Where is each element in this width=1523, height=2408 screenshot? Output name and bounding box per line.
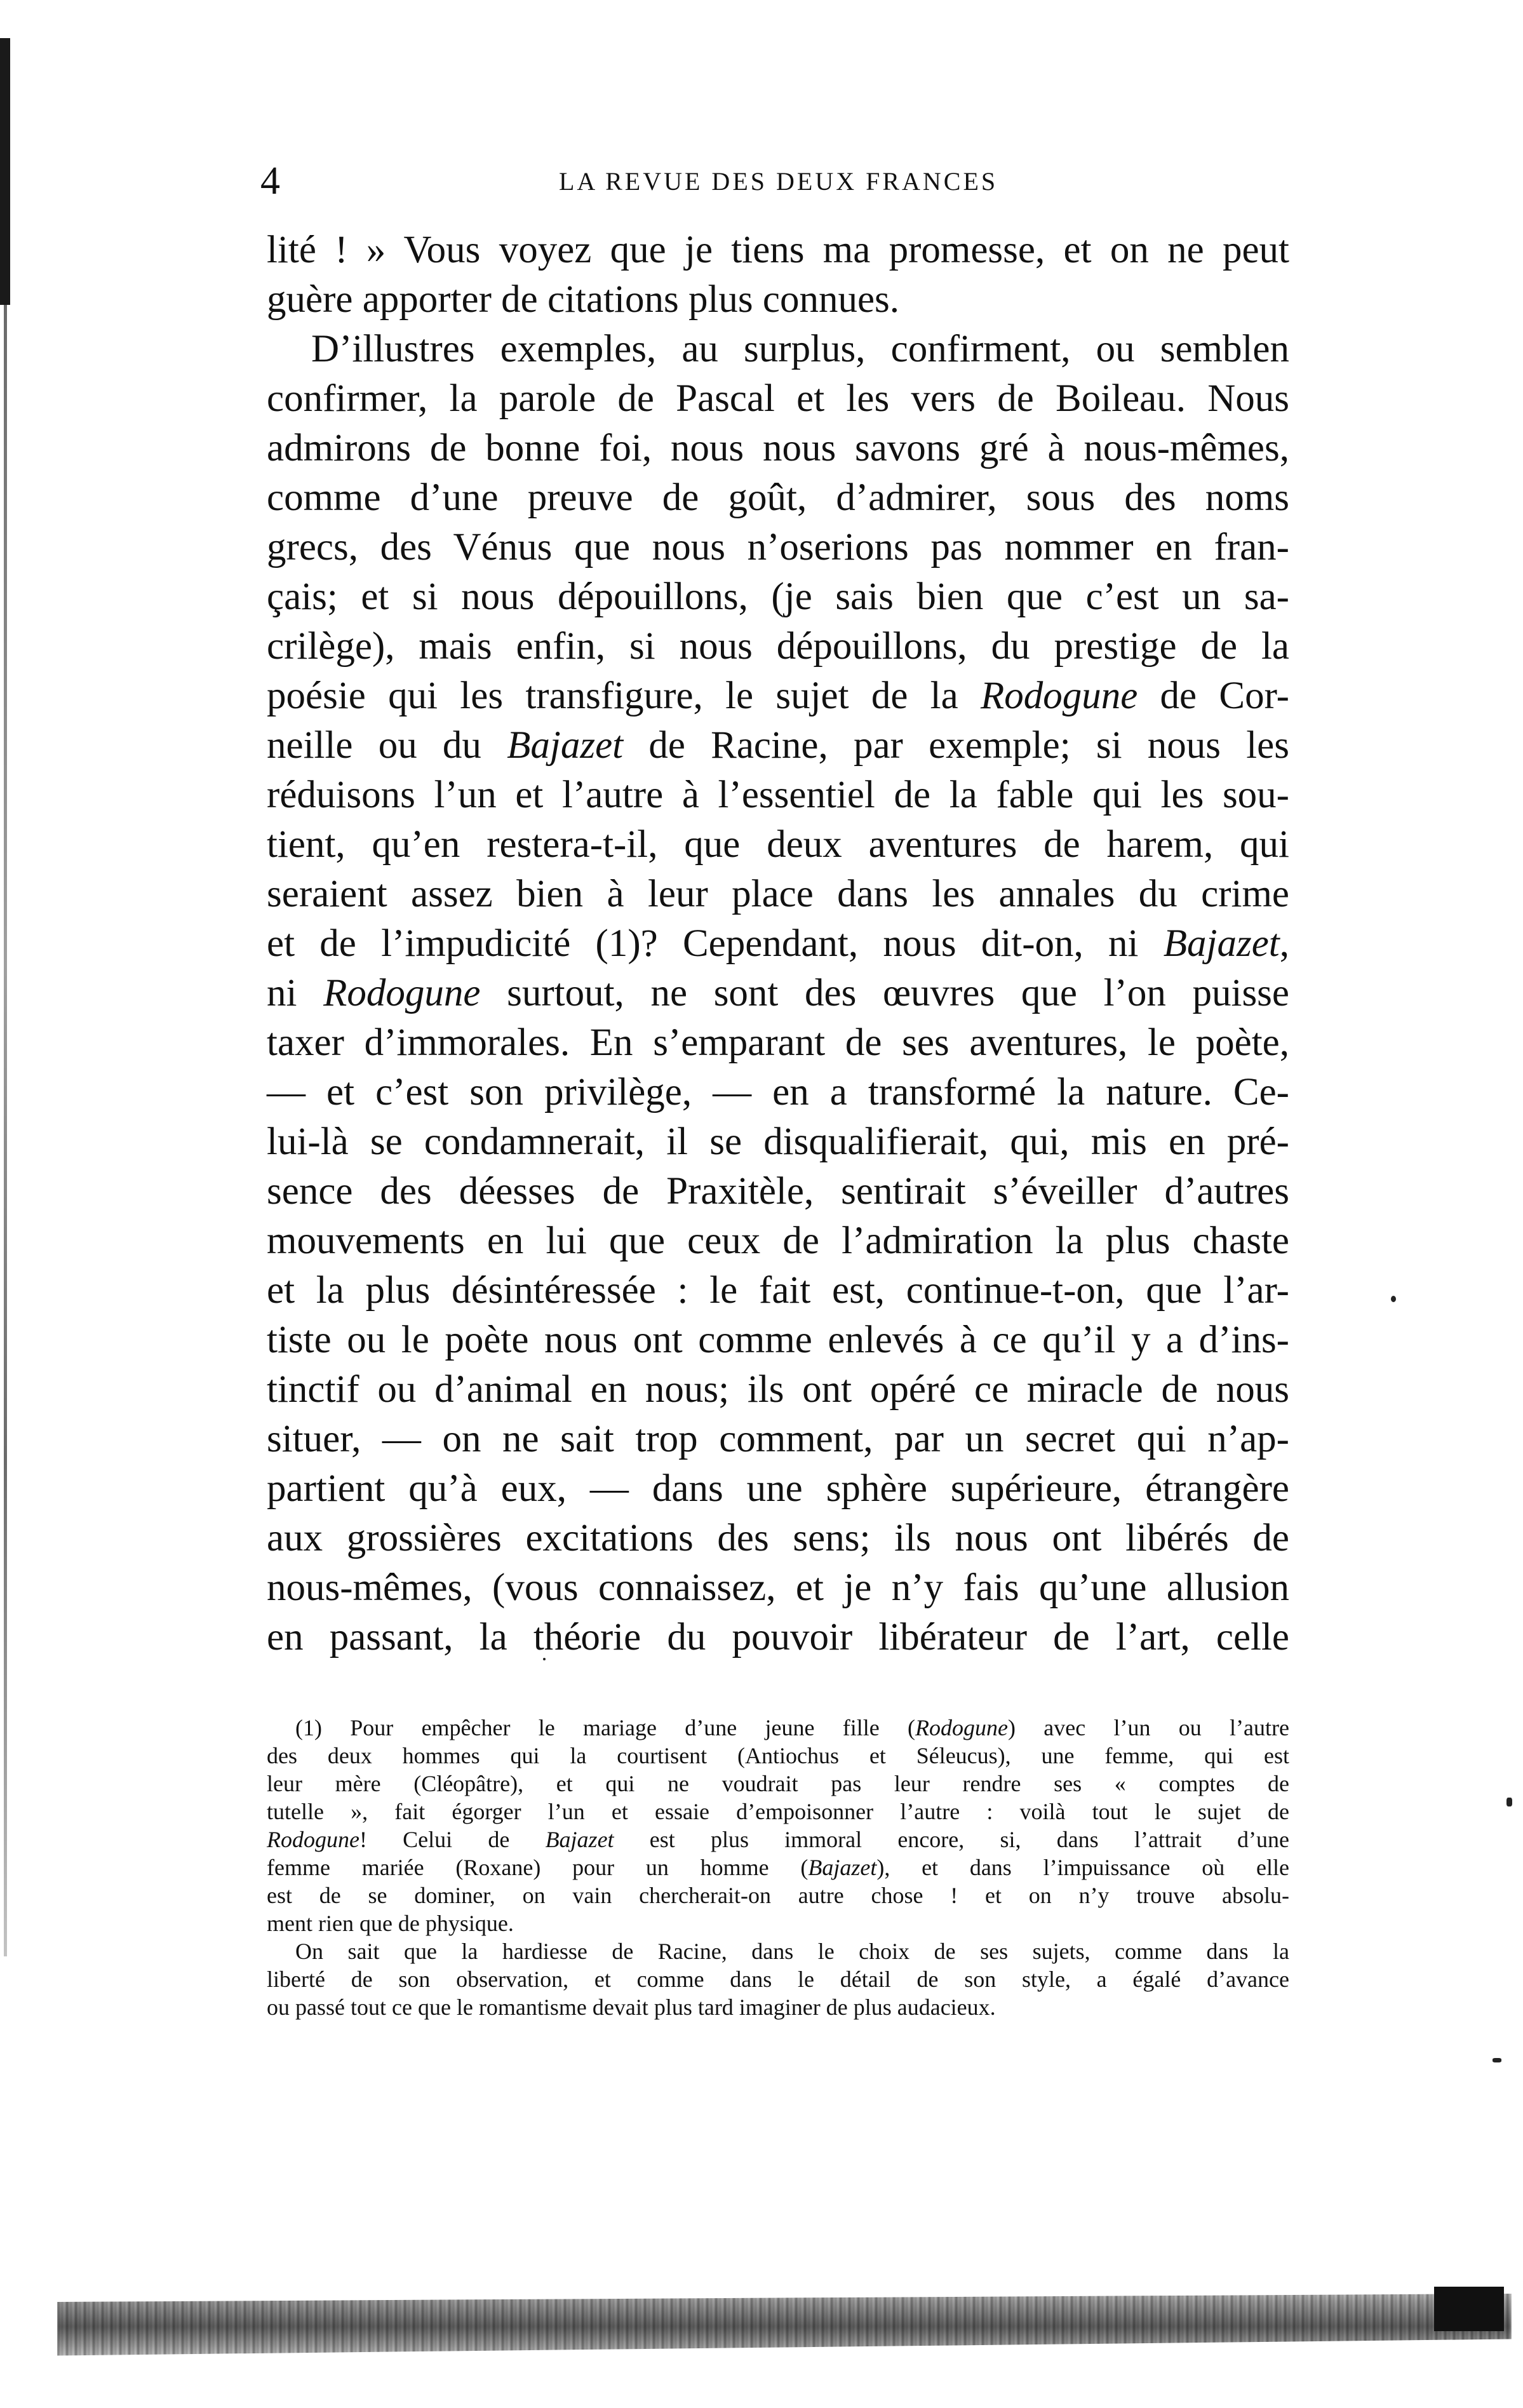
body-line: mouvements en lui que ceux de l’admiration la plus chaste — [267, 1220, 1289, 1262]
body-line: çais; et si nous dépouillons, (je sais bien que c’est un sa- — [267, 575, 1289, 618]
body-line: neille ou du Bajazet de Racine, par exemple; si nous les — [267, 724, 1289, 767]
body-line: poésie qui les transfigure, le sujet de la Rodogune de Cor- — [267, 675, 1289, 717]
body-line: tinctif ou d’animal en nous; ils ont opéré ce miracle de nous — [267, 1368, 1289, 1411]
footnotes — [267, 1714, 1289, 2021]
body-line: taxer d’immorales. En s’emparant de ses aventures, le poète, — [267, 1021, 1289, 1064]
footnote-line: ment rien que de physique. — [267, 1911, 514, 1936]
footnote-line: Rodogune! Celui de Bajazet est plus immoral encore, si, dans l’attrait d’une — [267, 1827, 1290, 1852]
body-line: ni Rodogune surtout, ne sont des œuvres que l’on puisse — [267, 972, 1289, 1014]
body-line: tient, qu’en restera-t-il, que deux aventures de harem, qui — [267, 823, 1289, 866]
body-line: lui-là se condamnerait, il se disqualifierait, qui, mis en pré- — [267, 1120, 1289, 1163]
body-line: sence des déesses de Praxitèle, sentirait s’éveiller d’autres — [267, 1170, 1289, 1213]
scan-speck — [1506, 1798, 1512, 1806]
body-line: aux grossières excitations des sens; ils nous ont libérés de — [267, 1517, 1289, 1559]
scan-edge-artifact — [0, 38, 10, 305]
body-line: confirmer, la parole de Pascal et les vers de Boileau. Nous — [267, 377, 1289, 420]
footnote-line: est de se dominer, on vain chercherait-on autre chose ! et on n’y trouve absolu- — [267, 1883, 1289, 1908]
body-line: et la plus désintéressée : le fait est, continue-t-on, que l’ar- — [267, 1269, 1289, 1312]
body-line: seraient assez bien à leur place dans les annales du crime — [267, 873, 1289, 915]
scan-speck — [1391, 1296, 1396, 1302]
footnote-line: tutelle », fait égorger l’un et essaie d’empoisonner l’autre : voilà tout le sujet de — [267, 1799, 1289, 1824]
body-line: lité ! » Vous voyez que je tiens ma promesse, et on ne peut — [267, 229, 1289, 271]
footnote-line: des deux hommes qui la courtisent (Antiochus et Séleucus), une femme, qui est — [267, 1743, 1289, 1768]
body-text — [267, 225, 1289, 1662]
body-line: guère apporter de citations plus connues. — [267, 278, 900, 321]
footnote-line: (1) Pour empêcher le mariage d’une jeune fille (Rodogune) avec l’un ou l’autre — [295, 1715, 1289, 1740]
scan-corner-artifact — [1434, 2287, 1504, 2331]
page-header — [260, 156, 1283, 206]
body-line: — et c’est son privilège, — en a transformé la nature. Ce- — [267, 1071, 1289, 1113]
running-title: LA REVUE DES DEUX FRANCES — [559, 167, 998, 196]
body-line: nous-mêmes, (vous connaissez, et je n’y fais qu’une allusion — [267, 1566, 1289, 1609]
footnote-line: femme mariée (Roxane) pour un homme (Bajazet), et dans l’impuissance où elle — [267, 1855, 1289, 1880]
body-line: admirons de bonne foi, nous nous savons gré à nous-mêmes, — [267, 427, 1289, 469]
scan-speck — [1493, 2058, 1501, 2062]
footnote-line: liberté de son observation, et comme dans le détail de son style, a égalé d’avance — [267, 1967, 1289, 1992]
footnote-line: On sait que la hardiesse de Racine, dans le choix de ses sujets, comme dans la — [295, 1939, 1289, 1964]
body-line: D’illustres exemples, au surplus, confirment, ou semblen — [311, 328, 1289, 370]
body-line: en passant, la théorie du pouvoir libérateur de l’art, celle — [267, 1616, 1289, 1658]
body-line: tiste ou le poète nous ont comme enlevés à ce qu’il y a d’ins- — [267, 1319, 1289, 1361]
body-line: comme d’une preuve de goût, d’admirer, sous des noms — [267, 476, 1289, 519]
footnote-line: ou passé tout ce que le romantisme devait plus tard imaginer de plus audacieux. — [267, 1994, 996, 2020]
body-line: grecs, des Vénus que nous n’oserions pas nommer en fran- — [267, 526, 1289, 568]
footnote-line: leur mère (Cléopâtre), et qui ne voudrait pas leur rendre ses « comptes de — [267, 1771, 1289, 1796]
body-line: partient qu’à eux, — dans une sphère supérieure, étrangère — [267, 1467, 1289, 1510]
body-line: situer, — on ne sait trop comment, par un secret qui n’ap- — [267, 1418, 1289, 1460]
body-line: réduisons l’un et l’autre à l’essentiel de la fable qui les sou- — [267, 774, 1289, 816]
page-number: 4 — [260, 159, 280, 203]
scan-bottom-artifact — [57, 2277, 1512, 2360]
scan-edge-line — [4, 305, 7, 1956]
body-line: et de l’impudicité (1)? Cependant, nous dit-on, ni Bajazet, — [267, 922, 1289, 965]
body-line: crilège), mais enfin, si nous dépouillons, du prestige de la — [267, 625, 1289, 668]
